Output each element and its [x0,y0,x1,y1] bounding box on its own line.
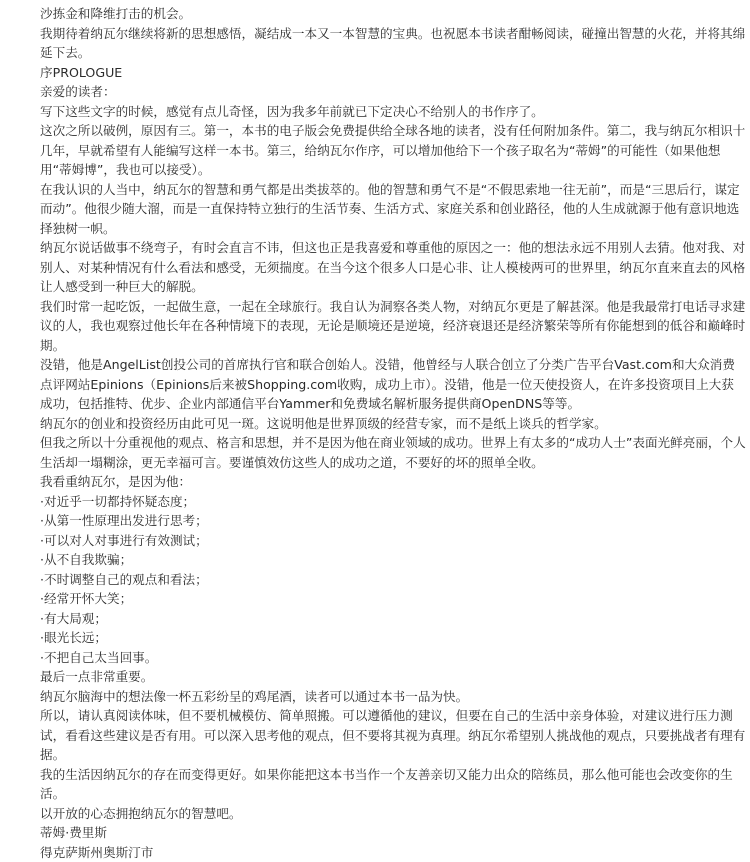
paragraph: 在我认识的人当中，纳瓦尔的智慧和勇气都是出类拔萃的。他的智慧和勇气不是“不假思索地一往无前”，而是“三思后行，谋定而动”。他很少随大溜，而是一直保持特立独行的生活节奏、生活方式、家庭关系和创业路径，他的人生成就源于他有意识地选择独树一帜。 [40,180,746,239]
paragraph: 纳瓦尔说话做事不绕弯子，有时会直言不讳，但这也正是我喜爱和尊重他的原因之一：他的想法永远不用别人去猜。他对我、对别人、对某种情况有什么看法和感受，无须揣度。在当今这个很多人口是心非、让人模棱两可的世界里，纳瓦尔直来直去的风格让人感受到一种巨大的解脱。 [40,238,746,297]
list-item: ·眼光长远； [40,628,746,648]
paragraph: 没错，他是AngelList创投公司的首席执行官和联合创始人。没错，他曾经与人联合创立了分类广告平台Vast.com和大众消费点评网站Epinions（Epinions后来被Shopping.com收购，成功上市）。没错，他是一位天使投资人，在许多投资项目上大获成功，包括推特、优步、企业内部通信平台Yammer和免费域名解析服务提供商OpenDNS等等。 [40,355,746,414]
paragraph: 我的生活因纳瓦尔的存在而变得更好。如果你能把这本书当作一个友善亲切又能力出众的陪练员，那么他可能也会改变你的生活。 [40,765,746,804]
paragraph: 以开放的心态拥抱纳瓦尔的智慧吧。 [40,804,746,824]
list-item: ·经常开怀大笑； [40,589,746,609]
paragraph: 但我之所以十分重视他的观点、格言和思想，并不是因为他在商业领域的成功。世界上有太多的“成功人士”表面光鲜亮丽，个人生活却一塌糊涂，更无幸福可言。要谨慎效仿这些人的成功之道，不要好的坏的照单全收。 [40,433,746,472]
paragraph: 写下这些文字的时候，感觉有点儿奇怪，因为我多年前就已下定决心不给别人的书作序了。 [40,102,746,122]
list-item: ·从不自我欺骗； [40,550,746,570]
paragraph-preface-end: 沙拣金和降维打击的机会。 [40,4,746,24]
document-body [40,4,746,862]
section-heading-prologue: 序PROLOGUE [40,63,746,83]
list-item: ·不把自己太当回事。 [40,648,746,668]
signature-location: 得克萨斯州奥斯汀市 [40,843,746,862]
paragraph: 最后一点非常重要。 [40,667,746,687]
paragraph: 所以，请认真阅读体味，但不要机械模仿、简单照搬。可以遵循他的建议，但要在自己的生活中亲身体验，对建议进行压力测试，看看这些建议是否有用。可以深入思考他的观点，但不要将其视为真理。纳瓦尔希望别人挑战他的观点，只要挑战者有理有据。 [40,706,746,765]
paragraph: 这次之所以破例，原因有三。第一，本书的电子版会免费提供给全球各地的读者，没有任何附加条件。第二，我与纳瓦尔相识十几年，早就希望有人能编写这样一本书。第三，给纳瓦尔作序，可以增加他给下一个孩子取名为“蒂姆”的可能性（如果他想用“蒂姆博”，我也可以接受）。 [40,121,746,180]
salutation: 亲爱的读者： [40,82,746,102]
paragraph: 纳瓦尔脑海中的想法像一杯五彩纷呈的鸡尾酒，读者可以通过本书一品为快。 [40,687,746,707]
paragraph: 我们时常一起吃饭，一起做生意，一起在全球旅行。我自认为洞察各类人物，对纳瓦尔更是了解甚深。他是我最常打电话寻求建议的人，我也观察过他长年在各种情境下的表现，无论是顺境还是逆境，经济衰退还是经济繁荣等所有你能想到的低谷和巅峰时期。 [40,297,746,356]
list-item: ·对近乎一切都持怀疑态度； [40,492,746,512]
list-item: ·不时调整自己的观点和看法； [40,570,746,590]
list-item: ·从第一性原理出发进行思考； [40,511,746,531]
paragraph-preface-wish: 我期待着纳瓦尔继续将新的思想感悟，凝结成一本又一本智慧的宝典。也祝愿本书读者酣畅阅读，碰撞出智慧的火花，并将其绵延下去。 [40,24,746,63]
paragraph: 我看重纳瓦尔，是因为他： [40,472,746,492]
paragraph: 纳瓦尔的创业和投资经历由此可见一斑。这说明他是世界顶级的经营专家，而不是纸上谈兵的哲学家。 [40,414,746,434]
signature-name: 蒂姆·费里斯 [40,823,746,843]
list-item: ·有大局观； [40,609,746,629]
list-item: ·可以对人对事进行有效测试； [40,531,746,551]
